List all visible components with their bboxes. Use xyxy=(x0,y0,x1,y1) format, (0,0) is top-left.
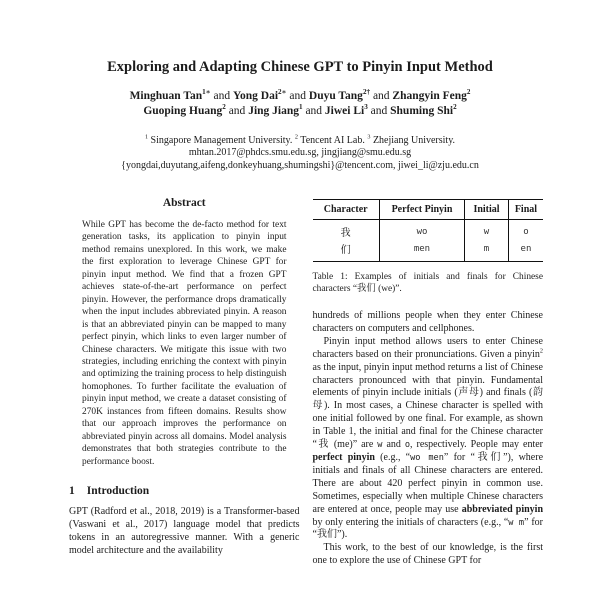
table-header-final: Final xyxy=(508,200,543,220)
body-paragraph-3: This work, to the best of our knowledge, is the first one to explore the use of Chinese GPT for xyxy=(312,542,543,567)
table-header-initial: Initial xyxy=(465,200,509,220)
two-column-body xyxy=(0,192,600,568)
paper-title: Exploring and Adapting Chinese GPT to Pinyin Input Method xyxy=(107,59,493,75)
paper-header xyxy=(0,0,600,172)
section-number: 1 xyxy=(69,485,75,498)
cell-perfect-pinyin: wo xyxy=(379,220,464,241)
email-line-1: mhtan.2017@phdcs.smu.edu.sg, jingjiang@smu.edu.sg xyxy=(188,147,412,158)
table-row xyxy=(313,220,544,241)
abstract-heading: Abstract xyxy=(162,197,206,209)
left-column xyxy=(69,192,300,558)
right-column-text xyxy=(313,310,544,568)
table-header-character: Character xyxy=(313,200,380,220)
cell-final: en xyxy=(520,243,532,254)
table-header-perfect-pinyin: Perfect Pinyin xyxy=(379,200,464,220)
body-paragraph-2: Pinyin input method allows users to enter Chinese characters based on their pronunciations. Given a pinyin$^2$ as the input, pinyin input method returns a list of Chinese characters pronounced with that pinyin. Fundamental elements of pinyin include initials (声母) and finals (韵母). In most cases, a Chinese character is spelled with one initial followed by one final. For example, as shown in Table 1, the initial and final for the Chinese character “我 (me)” are w and o, respectively. People may enter perfect pinyin (e.g., “wo men” for “我们”), where initials and finals of all Chinese characters are entered. There are about 420 perfect pinyin in common use. Sometimes, especially when multiple Chinese characters are entered at once, people may use abbreviated pinyin by only entering the initials of characters (e.g., “w m” for “我们”). xyxy=(312,335,544,541)
table-1 xyxy=(313,199,544,262)
affiliations: $^1$ Singapore Management University. $^2$ Tencent AI Lab. $^3$ Zhejiang University. xyxy=(144,133,456,146)
table-header-row xyxy=(313,200,544,220)
table-caption: Table 1: Examples of initials and finals for Chinese characters “我们 (we)”. xyxy=(312,272,543,294)
table-row xyxy=(313,240,544,262)
cell-character: 们 xyxy=(313,240,380,262)
cell-character: 我 xyxy=(313,220,380,241)
cell-initial: w xyxy=(465,220,509,241)
section-title: Introduction xyxy=(86,485,150,498)
cell-initial: m xyxy=(465,240,509,262)
section-heading-introduction xyxy=(69,485,300,497)
right-column xyxy=(313,192,544,568)
cell-perfect-pinyin: men xyxy=(379,240,464,262)
author-line-1: Minghuan Tan$^{1∗}$ and Yong Dai$^{2∗}$ and Duyu Tang$^{2\dagger}$ and Zhangyin Feng$^2$ xyxy=(129,88,471,102)
abstract-section xyxy=(69,197,300,468)
intro-paragraph: GPT (Radford et al., 2018, 2019) is a Transformer-based (Vaswani et al., 2017) language model that predicts tokens in an autoregressive manner. With a generic model architecture and the availability xyxy=(69,506,300,556)
cell-final: o xyxy=(523,226,529,237)
body-paragraph-1: hundreds of millions people when they enter Chinese characters on computers and cellphones. xyxy=(312,310,543,334)
email-line-2: {yongdai,duyutang,aifeng,donkeyhuang,shumingshi}@tencent.com, jiwei_li@zju.edu.cn xyxy=(121,159,479,171)
abstract-text: While GPT has become the de-facto method for text generation tasks, its application to pinyin input method remains unexplored. In this work, we make the first exploration to leverage Chinese GPT for pinyin input method. We find that a frozen GPT achieves state-of-the-art performance on perfect pinyin. However, the performance drops dramatically when the input includes abbreviated pinyin. A reason is that an abbreviated pinyin can be mapped to many perfect pinyin, which links to even larger number of Chinese characters. We mitigate this issue with two strategies, including enriching the context with pinyin and optimizing the training process to help distinguish homophones. To further facilitate the evaluation of pinyin input method, we create a dataset consisting of 270K instances from fifteen domains. Results show that our approach improves the performance on abbreviated pinyin across all domains. Model analysis demonstrates that both strategies contribute to the performance boost. xyxy=(82,220,287,467)
author-line-2: Guoping Huang$^2$ and Jing Jiang$^1$ and Jiwei Li$^3$ and Shuming Shi$^2$ xyxy=(143,103,457,117)
